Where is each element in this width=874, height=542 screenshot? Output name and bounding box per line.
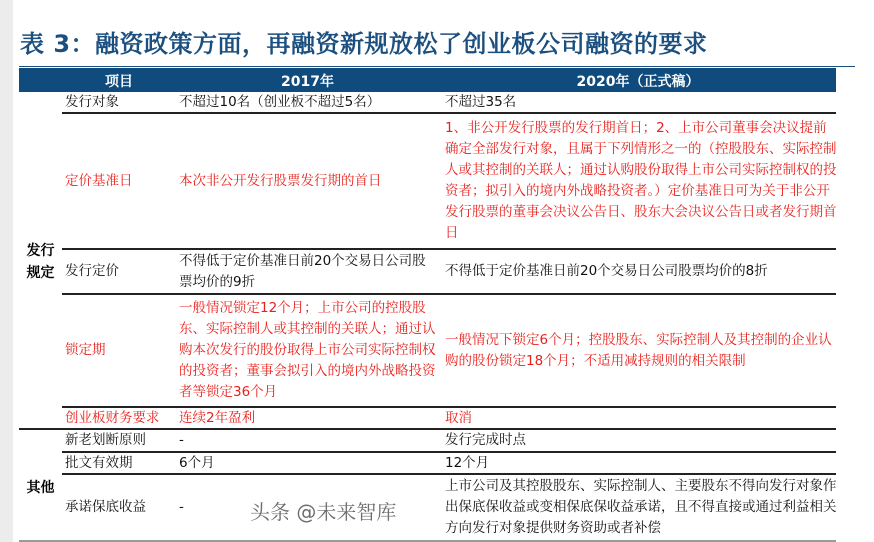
row-divider [62, 248, 836, 250]
left-margin-strip [0, 0, 13, 542]
row-2017: - [179, 498, 184, 515]
row-2017: 一般情况锁定12个月；上市公司的控股股东、实际控制人或其控制的关联人；通过认购本次发行的股份取得上市公司实际控制权的投资者；董事会拟引入的境内外战略投资者等锁定36个月 [179, 300, 436, 400]
row-2017: 6个月 [179, 454, 215, 471]
row-divider [62, 406, 836, 408]
row-2020: 一般情况下锁定6个月；控股股东、实际控制人及其控制的企业认购的股份锁定18个月；不适用减持规则的相关限制 [445, 331, 832, 369]
watermark: 头条 @未来智库 [250, 500, 397, 524]
row-2020: 不超过35名 [445, 94, 517, 110]
table-header [19, 68, 836, 92]
row-item: 锁定期 [65, 342, 106, 358]
row-item: 发行定价 [65, 263, 119, 279]
page-title: 表 3：融资政策方面，再融资新规放松了创业板公司融资的要求 [20, 30, 708, 58]
table-top-rule [19, 66, 855, 67]
row-divider [62, 451, 836, 453]
table-bottom-rule [19, 540, 836, 542]
row-2020: 发行完成时点 [445, 432, 526, 448]
header-item: 项目 [105, 74, 133, 90]
row-2017: 本次非公开发行股票发行期的首日 [179, 172, 382, 189]
group-divider [19, 428, 836, 430]
row-divider [62, 112, 836, 114]
row-2020: 取消 [445, 409, 472, 426]
row-item: 创业板财务要求 [65, 409, 160, 426]
row-item: 新老划断原则 [65, 432, 146, 448]
row-2017: 不超过10名（创业板不超过5名） [179, 94, 381, 110]
row-2017: - [179, 432, 184, 448]
group-issuance-rules: 发行 规定 [26, 243, 55, 281]
row-divider [62, 293, 836, 295]
row-divider [62, 473, 836, 475]
row-2020: 1、非公开发行股票的发行期首日；2、上市公司董事会决议提前确定全部发行对象，且属于下列情形之一的（控股股东、实际控制人或其控制的关联人；通过认购股份取得上市公司实际控制权的投资者；拟引入的境内外战略投资者。）定价基准日可为关于非公开发行股票的董事会决议公告日、股东大会决议公告日或者发行期首日 [445, 120, 837, 241]
row-item: 发行对象 [65, 94, 119, 110]
row-item: 承诺保底收益 [65, 498, 146, 515]
row-item: 批文有效期 [65, 454, 133, 471]
row-item: 定价基准日 [65, 172, 133, 189]
row-2017: 连续2年盈利 [179, 409, 256, 426]
row-2020: 上市公司及其控股股东、实际控制人、主要股东不得向发行对象作出保底保收益或变相保底保收益承诺，且不得直接或通过利益相关方向发行对象提供财务资助或者补偿 [445, 477, 837, 536]
row-2020: 12个月 [445, 454, 490, 471]
group-other: 其他 [26, 480, 55, 496]
header-2020: 2020年（正式稿） [576, 74, 700, 90]
row-2020: 不得低于定价基准日前20个交易日公司股票均价的8折 [445, 263, 768, 279]
row-2017: 不得低于定价基准日前20个交易日公司股票均价的9折 [179, 252, 426, 290]
header-2017: 2017年 [281, 74, 334, 90]
